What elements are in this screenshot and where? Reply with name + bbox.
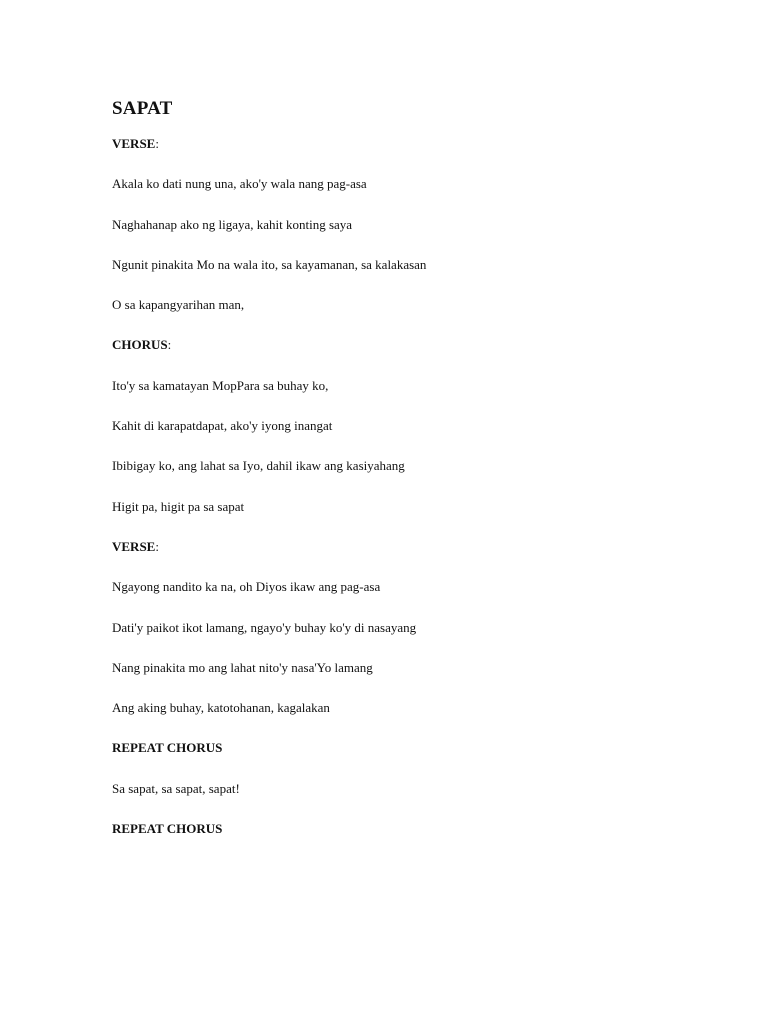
section-heading-repeat-chorus [112,821,712,837]
lyric-line: Kahit di karapatdapat, ako'y iyong inangat [112,418,333,434]
lyric-line: O sa kapangyarihan man, [112,297,245,313]
lyric-line: Dati'y paikot ikot lamang, ngayo'y buhay ko'y di nasayang [112,619,417,635]
lyric-line: Akala ko dati nung una, ako'y wala nang pag-asa [112,176,367,192]
section-label: VERSE [112,538,156,554]
section-heading-verse [112,136,712,152]
section-label: VERSE [112,136,156,151]
lyric-line: Nang pinakita mo ang lahat nito'y nasa'Yo lamang [112,659,373,675]
section-label-suffix: : [155,538,159,554]
song-title: SAPAT [112,98,173,119]
lyric-line: Ngayong nandito ka na, oh Diyos ikaw ang pag-asa [112,579,381,595]
section-heading-repeat-chorus [112,740,712,756]
section-label: CHORUS [112,337,168,353]
section-label-suffix: : [167,337,172,353]
lyric-line: Ibibigay ko, ang lahat sa Iyo, dahil ikaw ang kasiyahang [112,458,405,474]
lyric-line: Ang aking buhay, katotohanan, kagalakan [112,700,330,716]
section-heading-chorus [112,337,712,353]
section-label: REPEAT CHORUS [112,740,223,756]
lyric-line: Ito'y sa kamatayan MopPara sa buhay ko, [112,377,329,393]
lyric-line: Sa sapat, sa sapat, sapat! [112,780,240,796]
section-heading-verse [112,539,712,555]
lyric-line: Ngunit pinakita Mo na wala ito, sa kayamanan, sa kalakasan [112,256,427,272]
section-label-suffix: : [155,136,159,151]
lyric-line: Higit pa, higit pa sa sapat [112,498,245,514]
lyric-line: Naghahanap ako ng ligaya, kahit konting saya [112,216,353,232]
section-label: REPEAT CHORUS [112,821,223,837]
lyrics-document [112,96,712,861]
